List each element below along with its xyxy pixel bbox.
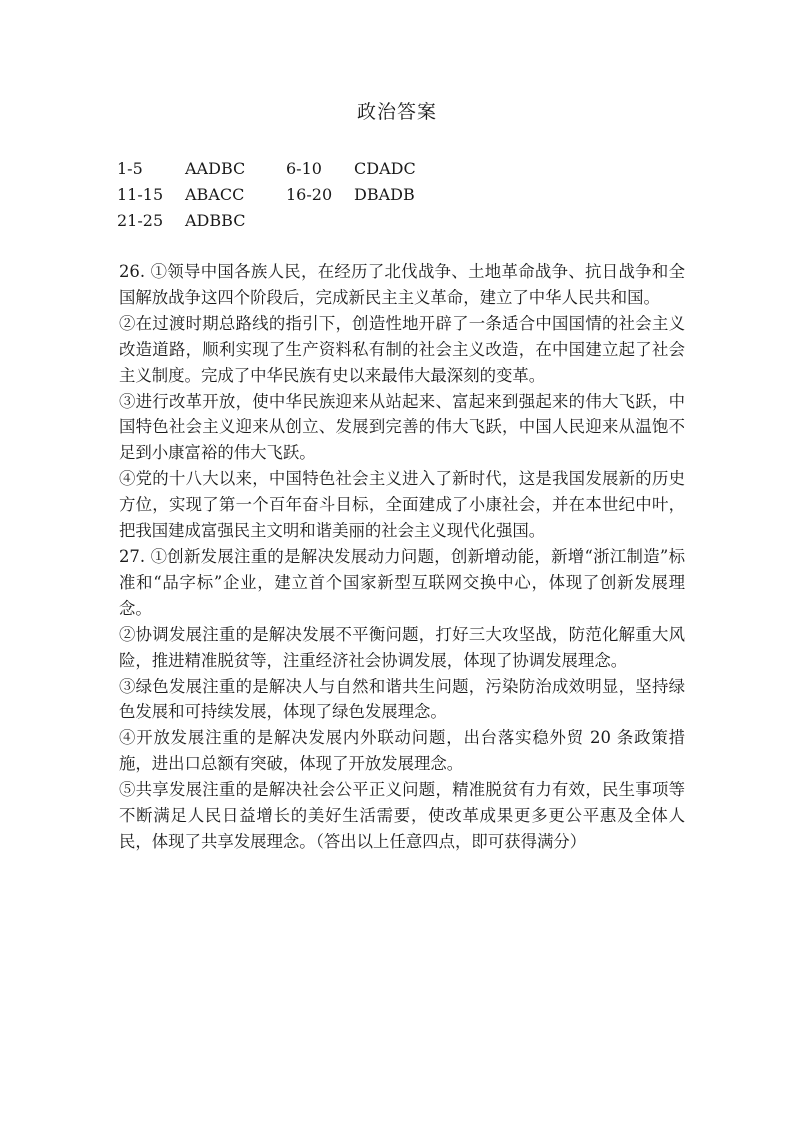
question-range: 1-5 [117, 158, 143, 178]
choice-answers [117, 155, 455, 233]
answer-key: AADBC [185, 158, 246, 178]
question-range: 16-20 [286, 184, 333, 204]
choice-row [117, 155, 455, 181]
choice-row [117, 181, 455, 207]
page-title: 政治答案 [356, 101, 437, 123]
answer-key: DBADB [354, 184, 415, 204]
answer-paragraph-27-1: 27. ①创新发展注重的是解决发展动力问题，创新增动能，新增“浙江制造”标准和“品字标”企业，建立首个国家新型互联网交换中心，体现了创新发展理念。 [119, 546, 685, 618]
question-range: 21-25 [117, 210, 164, 230]
answer-key: ABACC [185, 184, 245, 204]
question-range: 11-15 [117, 184, 164, 204]
answer-paragraph-27-4: ④开放发展注重的是解决发展内外联动问题，出台落实稳外贸 20 条政策措施，进出口总额有突破，体现了开放发展理念。 [119, 728, 685, 774]
answer-paragraph-26-4: ④党的十八大以来，中国特色社会主义进入了新时代，这是我国发展新的历史方位，实现了第一个百年奋斗目标，全面建成了小康社会，并在本世纪中叶，把我国建成富强民主文明和谐美丽的社会主义现代化强国。 [119, 469, 685, 541]
answer-key: ADBBC [185, 210, 246, 230]
answer-paragraph-27-3: ③绿色发展注重的是解决人与自然和谐共生问题，污染防治成效明显，坚持绿色发展和可持续发展，体现了绿色发展理念。 [119, 676, 685, 722]
essay-answers [119, 259, 685, 855]
answer-paragraph-26-1: 26. ①领导中国各族人民，在经历了北伐战争、土地革命战争、抗日战争和全国解放战争这四个阶段后，完成新民主主义革命，建立了中华人民共和国。 [119, 262, 685, 307]
answer-paragraph-27-2: ②协调发展注重的是解决发展不平衡问题，打好三大攻坚战，防范化解重大风险，推进精准脱贫等，注重经济社会协调发展，体现了协调发展理念。 [119, 624, 685, 670]
answer-paragraph-26-2: ②在过渡时期总路线的指引下，创造性地开辟了一条适合中国国情的社会主义改造道路，顺利实现了生产资料私有制的社会主义改造，在中国建立起了社会主义制度。完成了中华民族有史以来最伟大最深刻的变革。 [119, 313, 685, 385]
answer-paragraph-26-3: ③进行改革开放，使中华民族迎来从站起来、富起来到强起来的伟大飞跃，中国特色社会主义迎来从创立、发展到完善的伟大飞跃，中国人民迎来从温饱不足到小康富裕的伟大飞跃。 [119, 391, 685, 463]
answer-key: CDADC [354, 158, 416, 178]
answer-paragraph-27-5: ⑤共享发展注重的是解决社会公平正义问题，精准脱贫有力有效，民生事项等不断满足人民日益增长的美好生活需要，使改革成果更多更公平惠及全体人民，体现了共享发展理念。（答出以上任意四点，即可获得满分） [119, 780, 685, 851]
question-range: 6-10 [286, 158, 322, 178]
choice-row [117, 207, 455, 233]
